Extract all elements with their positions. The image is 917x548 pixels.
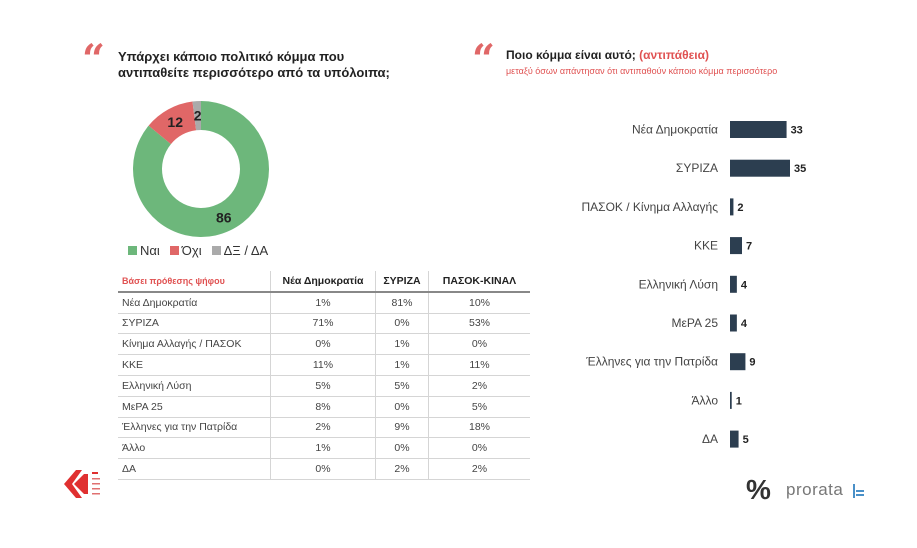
table-header-basis: Βάσει πρόθεσης ψήφου [118, 271, 271, 292]
table-row [118, 313, 530, 334]
survey-brand-logo [62, 466, 102, 504]
percent-logo-icon: % [746, 474, 771, 505]
table-cell: 0% [376, 396, 429, 417]
bar-category-label: ΚΚΕ [693, 238, 718, 253]
bar-συριζα [730, 160, 790, 177]
bar-category-label: ΔΑ [701, 432, 718, 447]
bar-value-label: 7 [746, 240, 753, 253]
donut-label-1: 12 [167, 114, 184, 131]
bar-category-label: Ελληνική Λύση [638, 277, 718, 292]
table-cell: 53% [429, 313, 531, 334]
bar-value-label: 9 [749, 356, 756, 369]
bar-value-label: 35 [794, 163, 807, 176]
table-row-label: ΚΚΕ [118, 355, 271, 376]
table-row-label: Ελληνική Λύση [118, 375, 271, 396]
table-cell: 71% [271, 313, 376, 334]
table-cell: 2% [429, 375, 531, 396]
table-header-syriza: ΣΥΡΙΖΑ [376, 271, 429, 292]
legend-item-1 [170, 243, 202, 258]
bar-value-label: 1 [735, 395, 742, 408]
table-cell: 1% [271, 438, 376, 459]
table-header-pasok: ΠΑΣΟΚ-ΚΙΝΑΛ [429, 271, 531, 292]
left-title-line1: Υπάρχει κάποιο πολιτικό κόμμα που [118, 49, 345, 64]
table-header-row [118, 271, 530, 292]
table-cell: 0% [429, 334, 531, 355]
crosstab-table [118, 271, 530, 480]
table-row-label: ΜεΡΑ 25 [118, 396, 271, 417]
table-cell: 11% [271, 355, 376, 376]
table-cell: 18% [429, 417, 531, 438]
bar-category-label: Νέα Δημοκρατία [631, 122, 718, 137]
bar-πασοκ-κίνημα-αλλαγής [730, 198, 733, 215]
donut-label-0: 86 [215, 209, 232, 226]
table-row-label: ΣΥΡΙΖΑ [118, 313, 271, 334]
legend-swatch-0 [128, 246, 137, 255]
table-cell: 1% [376, 355, 429, 376]
donut-label-2: 2 [193, 107, 202, 124]
table-row [118, 459, 530, 480]
legend-label-2: ΔΞ / ΔΑ [223, 243, 269, 258]
prorata-logo-icon [853, 484, 865, 498]
bar-νέα-δημοκρατία [730, 121, 787, 138]
table-cell: 2% [376, 459, 429, 480]
legend-label-1: Όχι [181, 243, 202, 258]
table-cell: 5% [429, 396, 531, 417]
legend-item-2 [212, 243, 269, 258]
bar-value-label: 5 [742, 434, 749, 447]
table-row [118, 417, 530, 438]
quote-mark-right: “ [472, 36, 496, 83]
table-cell: 1% [271, 292, 376, 313]
table-cell: 0% [271, 459, 376, 480]
table-row [118, 438, 530, 459]
table-cell: 2% [271, 417, 376, 438]
donut-chart [130, 100, 280, 238]
prorata-logo-text: prorata [786, 480, 844, 499]
bar-category-label: Έλληνες για την Πατρίδα [586, 354, 718, 369]
table-cell: 10% [429, 292, 531, 313]
legend-swatch-2 [212, 246, 221, 255]
left-chart-title [118, 49, 418, 81]
bar-έλληνες-για-την-πατρίδα [730, 353, 745, 370]
table-cell: 1% [376, 334, 429, 355]
bar-δα [730, 431, 739, 448]
bar-value-label: 4 [740, 279, 747, 292]
table-cell: 11% [429, 355, 531, 376]
legend-swatch-1 [170, 246, 179, 255]
bar-category-label: Άλλο [691, 393, 718, 408]
table-cell: 0% [271, 334, 376, 355]
bar-κκε [730, 237, 742, 254]
right-chart-subtitle: μεταξύ όσων απάντησαν ότι αντιπαθούν κάποιο κόμμα περισσότερο [506, 66, 778, 76]
bar-category-label: ΜεΡΑ 25 [671, 316, 718, 330]
quote-mark-left: “ [82, 36, 106, 83]
right-title-highlight: (αντιπάθεια) [639, 48, 710, 62]
right-chart-title [506, 48, 709, 62]
table-row [118, 375, 530, 396]
table-cell: 0% [376, 438, 429, 459]
bar-chart [500, 110, 830, 460]
table-row-label: Άλλο [118, 438, 271, 459]
left-title-line2: αντιπαθείτε περισσότερο από τα υπόλοιπα; [118, 65, 390, 80]
legend-item-0 [128, 243, 160, 258]
table-cell: 0% [376, 313, 429, 334]
donut-legend [128, 243, 268, 258]
table-cell: 9% [376, 417, 429, 438]
table-row [118, 292, 530, 313]
table-cell: 5% [376, 375, 429, 396]
bar-value-label: 2 [737, 201, 744, 214]
table-row [118, 396, 530, 417]
table-cell: 5% [271, 375, 376, 396]
bar-category-label: ΣΥΡΙΖΑ [675, 161, 718, 176]
bar-άλλο [730, 392, 732, 409]
table-row-label: ΔΑ [118, 459, 271, 480]
table-row-label: Έλληνες για την Πατρίδα [118, 417, 271, 438]
table-cell: 81% [376, 292, 429, 313]
bar-value-label: 4 [740, 318, 747, 330]
table-row-label: Κίνημα Αλλαγής / ΠΑΣΟΚ [118, 334, 271, 355]
table-row [118, 334, 530, 355]
bar-value-label: 33 [790, 124, 803, 137]
right-title-prefix: Ποιο κόμμα είναι αυτό; [506, 48, 636, 62]
table-cell: 8% [271, 396, 376, 417]
table-row-label: Νέα Δημοκρατία [118, 292, 271, 313]
table-header-nd: Νέα Δημοκρατία [271, 271, 376, 292]
legend-label-0: Ναι [140, 243, 160, 258]
bar-category-label: ΠΑΣΟΚ / Κίνημα Αλλαγής [581, 199, 718, 214]
table-cell: 2% [429, 459, 531, 480]
table-row [118, 355, 530, 376]
bar-ελληνική-λύση [730, 276, 737, 293]
bar-μερα-25 [730, 315, 737, 332]
table-cell: 0% [429, 438, 531, 459]
